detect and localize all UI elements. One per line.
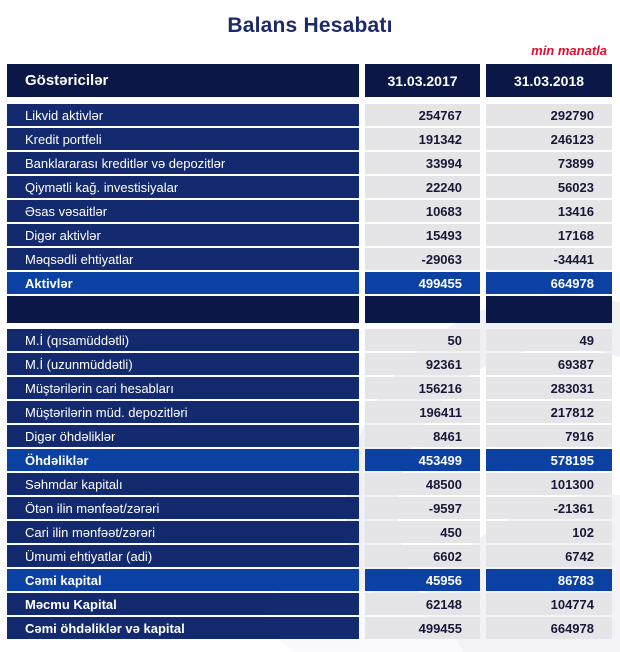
row-label: Səhmdar kapitalı: [7, 473, 359, 495]
header-col-2017: 31.03.2017: [365, 64, 480, 97]
table-row: [7, 224, 612, 246]
spacer-row: [7, 296, 612, 323]
table-header-row: [7, 64, 612, 97]
row-value-2017: 499455: [365, 617, 480, 639]
row-label: Ötən ilin mənfəət/zərəri: [7, 497, 359, 519]
row-value-2017: 191342: [365, 128, 480, 150]
row-value-2018: 6742: [486, 545, 612, 567]
row-value-2017: 45956: [365, 569, 480, 591]
row-value-2017: -9597: [365, 497, 480, 519]
row-value-2018: 7916: [486, 425, 612, 447]
table-row: [7, 248, 612, 270]
table-body: [7, 104, 612, 639]
row-label: Kredit portfeli: [7, 128, 359, 150]
total-row: [7, 272, 612, 294]
table-row: [7, 353, 612, 375]
row-value-2018: 49: [486, 329, 612, 351]
row-label: Likvid aktivlər: [7, 104, 359, 126]
row-label: Qiymətli kağ. investisiyalar: [7, 176, 359, 198]
row-value-2017: 6602: [365, 545, 480, 567]
row-value-2017: [365, 296, 480, 323]
row-value-2018: 664978: [486, 272, 612, 294]
row-value-2017: 254767: [365, 104, 480, 126]
row-value-2018: 102: [486, 521, 612, 543]
row-value-2018: 101300: [486, 473, 612, 495]
row-label: Digər aktivlər: [7, 224, 359, 246]
header-col-2018: 31.03.2018: [486, 64, 612, 97]
row-value-2018: 292790: [486, 104, 612, 126]
row-value-2017: 92361: [365, 353, 480, 375]
row-value-2018: [486, 296, 612, 323]
table-row: [7, 104, 612, 126]
row-value-2018: -34441: [486, 248, 612, 270]
row-label: [7, 296, 359, 323]
row-value-2018: 69387: [486, 353, 612, 375]
table-row: [7, 401, 612, 423]
table-row: [7, 521, 612, 543]
page-title: Balans Hesabatı: [227, 14, 393, 37]
unit-note: min manatla: [531, 43, 607, 58]
row-value-2017: 15493: [365, 224, 480, 246]
row-value-2018: 578195: [486, 449, 612, 471]
row-label: Müştərilərin cari hesabları: [7, 377, 359, 399]
row-label: Cəmi öhdəliklər və kapital: [7, 617, 359, 639]
table-row: [7, 200, 612, 222]
row-label: Əsas vəsaitlər: [7, 200, 359, 222]
row-value-2017: 453499: [365, 449, 480, 471]
row-label: Cari ilin mənfəət/zərəri: [7, 521, 359, 543]
row-value-2017: -29063: [365, 248, 480, 270]
row-value-2018: 664978: [486, 617, 612, 639]
row-label: M.İ (uzunmüddətli): [7, 353, 359, 375]
row-value-2017: 22240: [365, 176, 480, 198]
row-value-2017: 10683: [365, 200, 480, 222]
total-row: [7, 569, 612, 591]
row-value-2017: 156216: [365, 377, 480, 399]
row-value-2017: 196411: [365, 401, 480, 423]
row-value-2018: 86783: [486, 569, 612, 591]
row-label: M.İ (qısamüddətli): [7, 329, 359, 351]
row-label: Aktivlər: [7, 272, 359, 294]
row-label: Müştərilərin müd. depozitləri: [7, 401, 359, 423]
row-label: Digər öhdəliklər: [7, 425, 359, 447]
table-row: [7, 152, 612, 174]
header-indicator-label: Göstəricilər: [7, 64, 359, 97]
row-value-2018: 73899: [486, 152, 612, 174]
row-value-2017: 62148: [365, 593, 480, 615]
table-row: [7, 545, 612, 567]
row-label: Məqsədli ehtiyatlar: [7, 248, 359, 270]
table-row: [7, 329, 612, 351]
row-label: Cəmi kapital: [7, 569, 359, 591]
row-value-2018: 56023: [486, 176, 612, 198]
row-value-2018: 217812: [486, 401, 612, 423]
row-label: Banklararası kreditlər və depozitlər: [7, 152, 359, 174]
row-value-2017: 50: [365, 329, 480, 351]
row-label: Öhdəliklər: [7, 449, 359, 471]
row-value-2017: 499455: [365, 272, 480, 294]
row-value-2017: 33994: [365, 152, 480, 174]
row-label: Ümumi ehtiyatlar (adi): [7, 545, 359, 567]
row-value-2018: -21361: [486, 497, 612, 519]
table-row: [7, 425, 612, 447]
row-value-2018: 104774: [486, 593, 612, 615]
summary-row: [7, 617, 612, 639]
row-value-2018: 17168: [486, 224, 612, 246]
row-value-2018: 246123: [486, 128, 612, 150]
table-row: [7, 128, 612, 150]
summary-row: [7, 593, 612, 615]
row-value-2017: 48500: [365, 473, 480, 495]
row-label: Məcmu Kapital: [7, 593, 359, 615]
row-value-2017: 450: [365, 521, 480, 543]
row-value-2017: 8461: [365, 425, 480, 447]
row-value-2018: 283031: [486, 377, 612, 399]
row-value-2018: 13416: [486, 200, 612, 222]
balance-table: [7, 64, 612, 639]
table-row: [7, 473, 612, 495]
total-row: [7, 449, 612, 471]
table-row: [7, 377, 612, 399]
table-row: [7, 497, 612, 519]
table-row: [7, 176, 612, 198]
